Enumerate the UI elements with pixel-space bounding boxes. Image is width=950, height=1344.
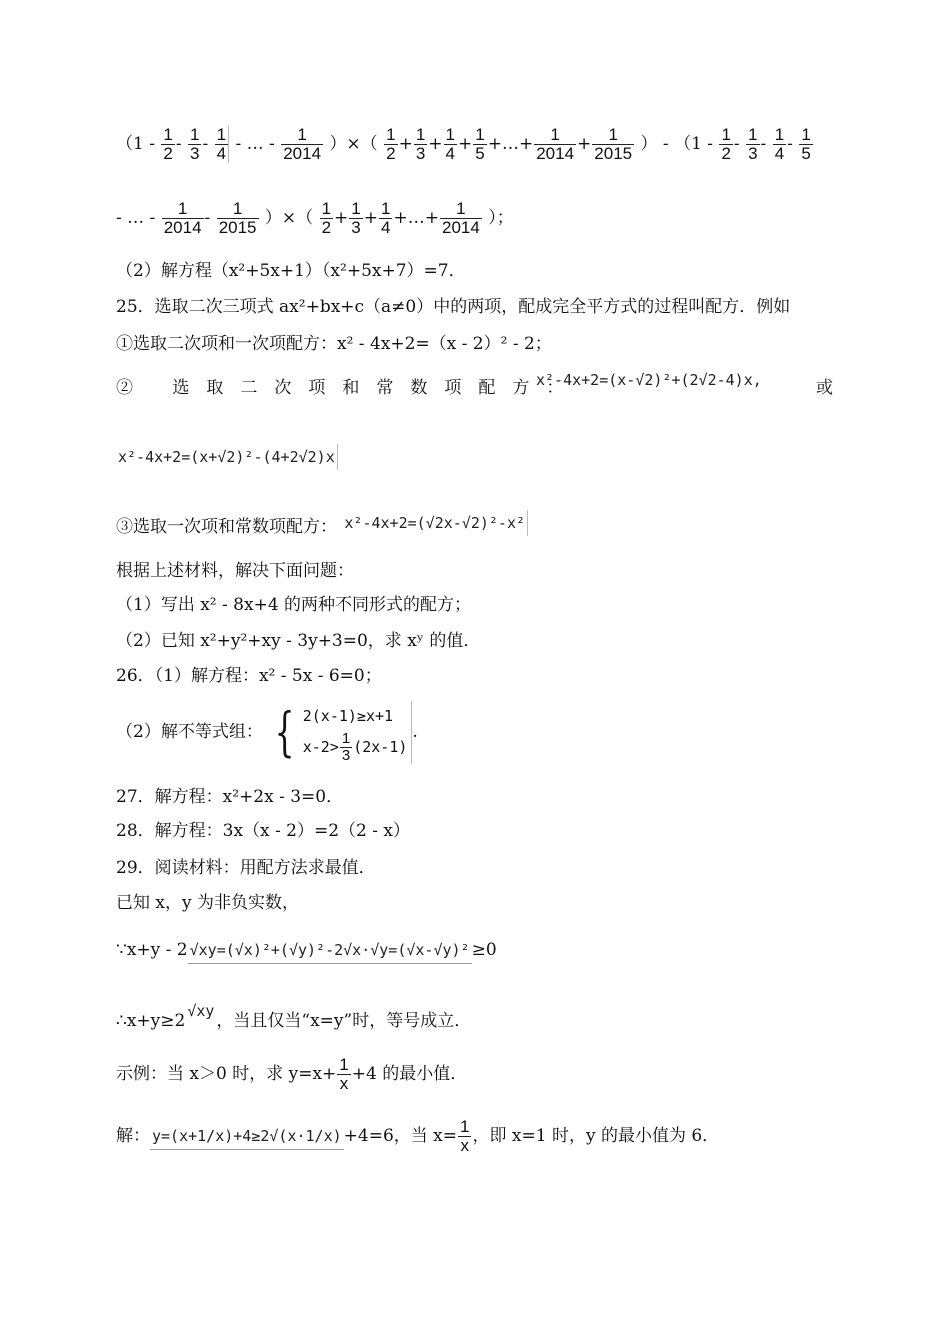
brace-icon: { [274, 702, 295, 763]
text: ）×（ [264, 208, 314, 228]
text: ，当且仅当“x=y”时，等号成立． [216, 1011, 472, 1031]
q25-item3 [116, 510, 528, 540]
fraction: $\frac{1}{2}$ [386, 125, 396, 163]
q25-sub1: （1）写出 x² - 8x+4 的两种不同形式的配方； [116, 595, 472, 615]
fraction: $\frac{1}{2}$ [321, 199, 332, 237]
item-label: ③选取一次项和常数项配方： [116, 517, 337, 537]
q28: 28．解方程：3x（x - 2）=2（2 - x） [116, 821, 411, 841]
fraction: $\frac{1}{5}$ [801, 125, 811, 163]
q24-part2: （2）解方程（x²+5x+1）（x²+5x+7）=7． [116, 261, 466, 281]
text: ）； [488, 208, 514, 228]
q25-intro: 25．选取二次三项式 ax²+bx+c（a≠0）中的两项，配成完全平方式的过程叫配方．例如 [116, 297, 791, 317]
expression-line-2: - … - $\frac{1}{2014}$ - $\frac{1}{2015}$ ）×（ $\frac{1}{2}$ + $\frac{1}{3}$ + $\frac{1}{4}$ +…+ $\frac{1}{2014}$ ）； [116, 199, 514, 237]
fraction: $\frac{1}{3}$ [748, 125, 758, 163]
text: +4=6，当 x= [343, 1126, 458, 1146]
q25-item2 [116, 371, 836, 401]
fraction: $\frac{1}{5}$ [475, 125, 485, 163]
fraction: $\frac{1}{2014}$ [283, 125, 322, 163]
q29-because [116, 937, 497, 964]
q29-solution [116, 1118, 719, 1155]
fraction: $\frac{1}{2015}$ [594, 125, 633, 163]
q25-task: 根据上述材料，解决下面问题： [116, 561, 354, 581]
fraction: $\frac{1}{2}$ [721, 125, 731, 163]
q25-item2b [116, 444, 338, 470]
inequality-system [303, 701, 413, 764]
equation-image: x²-4x+2=(x+√2)²-(4+2√2)x [116, 444, 338, 470]
text: （1 - [116, 134, 155, 154]
text: +4 的最小值． [351, 1064, 468, 1084]
text: +…+ [487, 134, 534, 154]
fraction: $\frac{1}{3}$ [190, 125, 200, 163]
text: ∴x+y≥2 [116, 1011, 186, 1031]
fraction: $\frac{1}{4}$ [774, 125, 785, 163]
fraction: $\frac{1}{2014}$ [441, 199, 480, 237]
equation-image: x²-4x+2=(√2x-√2)²-x² [342, 510, 528, 536]
text-or: 或 [816, 378, 833, 398]
fraction: $\frac{1}{2014}$ [163, 199, 202, 237]
fraction: $\frac{1}{x}$ [460, 1117, 470, 1155]
equation-image: x²-4x+2=(x-√2)²+(2√2-4)x, [536, 371, 762, 389]
inequality: 2(x-1)≥x+1 [302, 707, 394, 725]
fraction: $\frac{1}{3}$ [415, 125, 426, 163]
expression-line-1: （1 - $\frac{1}{2}$ - $\frac{1}{3}$ - $\frac{1}{4}$ - … - $\frac{1}{2014}$ ）×（ $\frac{1}{2}$ + $\frac{1}{3}$ + $\frac{1}{4}$ + $\frac{1}{5}$ +…+ $\frac{1}{2014}$ + $\frac{1}{2015}$ ） - （1 - $\frac{1}{2}$ - $\frac{1}{3}$ - $\frac{1}{4}$ - $\frac{1}{5}$ [116, 125, 811, 163]
fraction: $\frac{1}{4}$ [215, 126, 229, 163]
fraction: $\frac{1}{4}$ [445, 125, 455, 163]
text: ）×（ [329, 134, 378, 154]
text: ） - （1 - [640, 134, 714, 154]
q29-given: 已知 x，y 为非负实数， [116, 893, 299, 913]
text: ≥0 [471, 940, 497, 960]
fraction: $\frac{1}{x}$ [339, 1055, 349, 1093]
q29-title: 29．阅读材料：用配方法求最值． [116, 858, 376, 878]
text: ，即 x=1 时，y 的最小值为 6． [472, 1126, 720, 1146]
text: 解： [116, 1126, 150, 1146]
text: ∵x+y - 2 [116, 940, 188, 960]
text: 示例：当 x＞0 时，求 y=x+ [116, 1064, 337, 1084]
fraction: $\frac{1}{2014}$ [536, 125, 575, 163]
q27: 27．解方程：x²+2x - 3=0． [116, 787, 344, 807]
sqrt-image: √xy [187, 1002, 215, 1020]
q29-therefore [116, 998, 471, 1034]
equation-image: y=(x+1/x)+4≥2√(x·1/x) [150, 1123, 344, 1150]
text: +…+ [393, 208, 439, 228]
equation-image: √xy=(√x)²+(√y)²-2√x·√y=(√x-√y)² [188, 937, 472, 964]
q29-example [116, 1056, 467, 1093]
q26-sub1: 26．（1）解方程：x² - 5x - 6=0； [116, 666, 382, 686]
q26-sub2 [116, 695, 418, 769]
item-label: ② 选取二次项和常数项配方： [116, 378, 581, 398]
fraction: $\frac{1}{4}$ [381, 199, 391, 237]
text: - … - [116, 208, 156, 228]
text: - … - [235, 134, 275, 154]
q25-sub2: （2）已知 x²+y²+xy - 3y+3=0，求 xʸ 的值． [116, 631, 481, 651]
fraction: $\frac{1}{2}$ [163, 125, 173, 163]
item-label: （2）解不等式组： [116, 722, 263, 742]
fraction: $\frac{1}{2015}$ [218, 199, 257, 237]
inequality: x-2> $\frac{1}{3}$ (2x-1) [302, 730, 408, 764]
period: . [412, 722, 418, 742]
q25-item1: ①选取二次项和一次项配方：x² - 4x+2=（x - 2）² - 2； [116, 334, 552, 354]
fraction: $\frac{1}{3}$ [351, 199, 361, 237]
